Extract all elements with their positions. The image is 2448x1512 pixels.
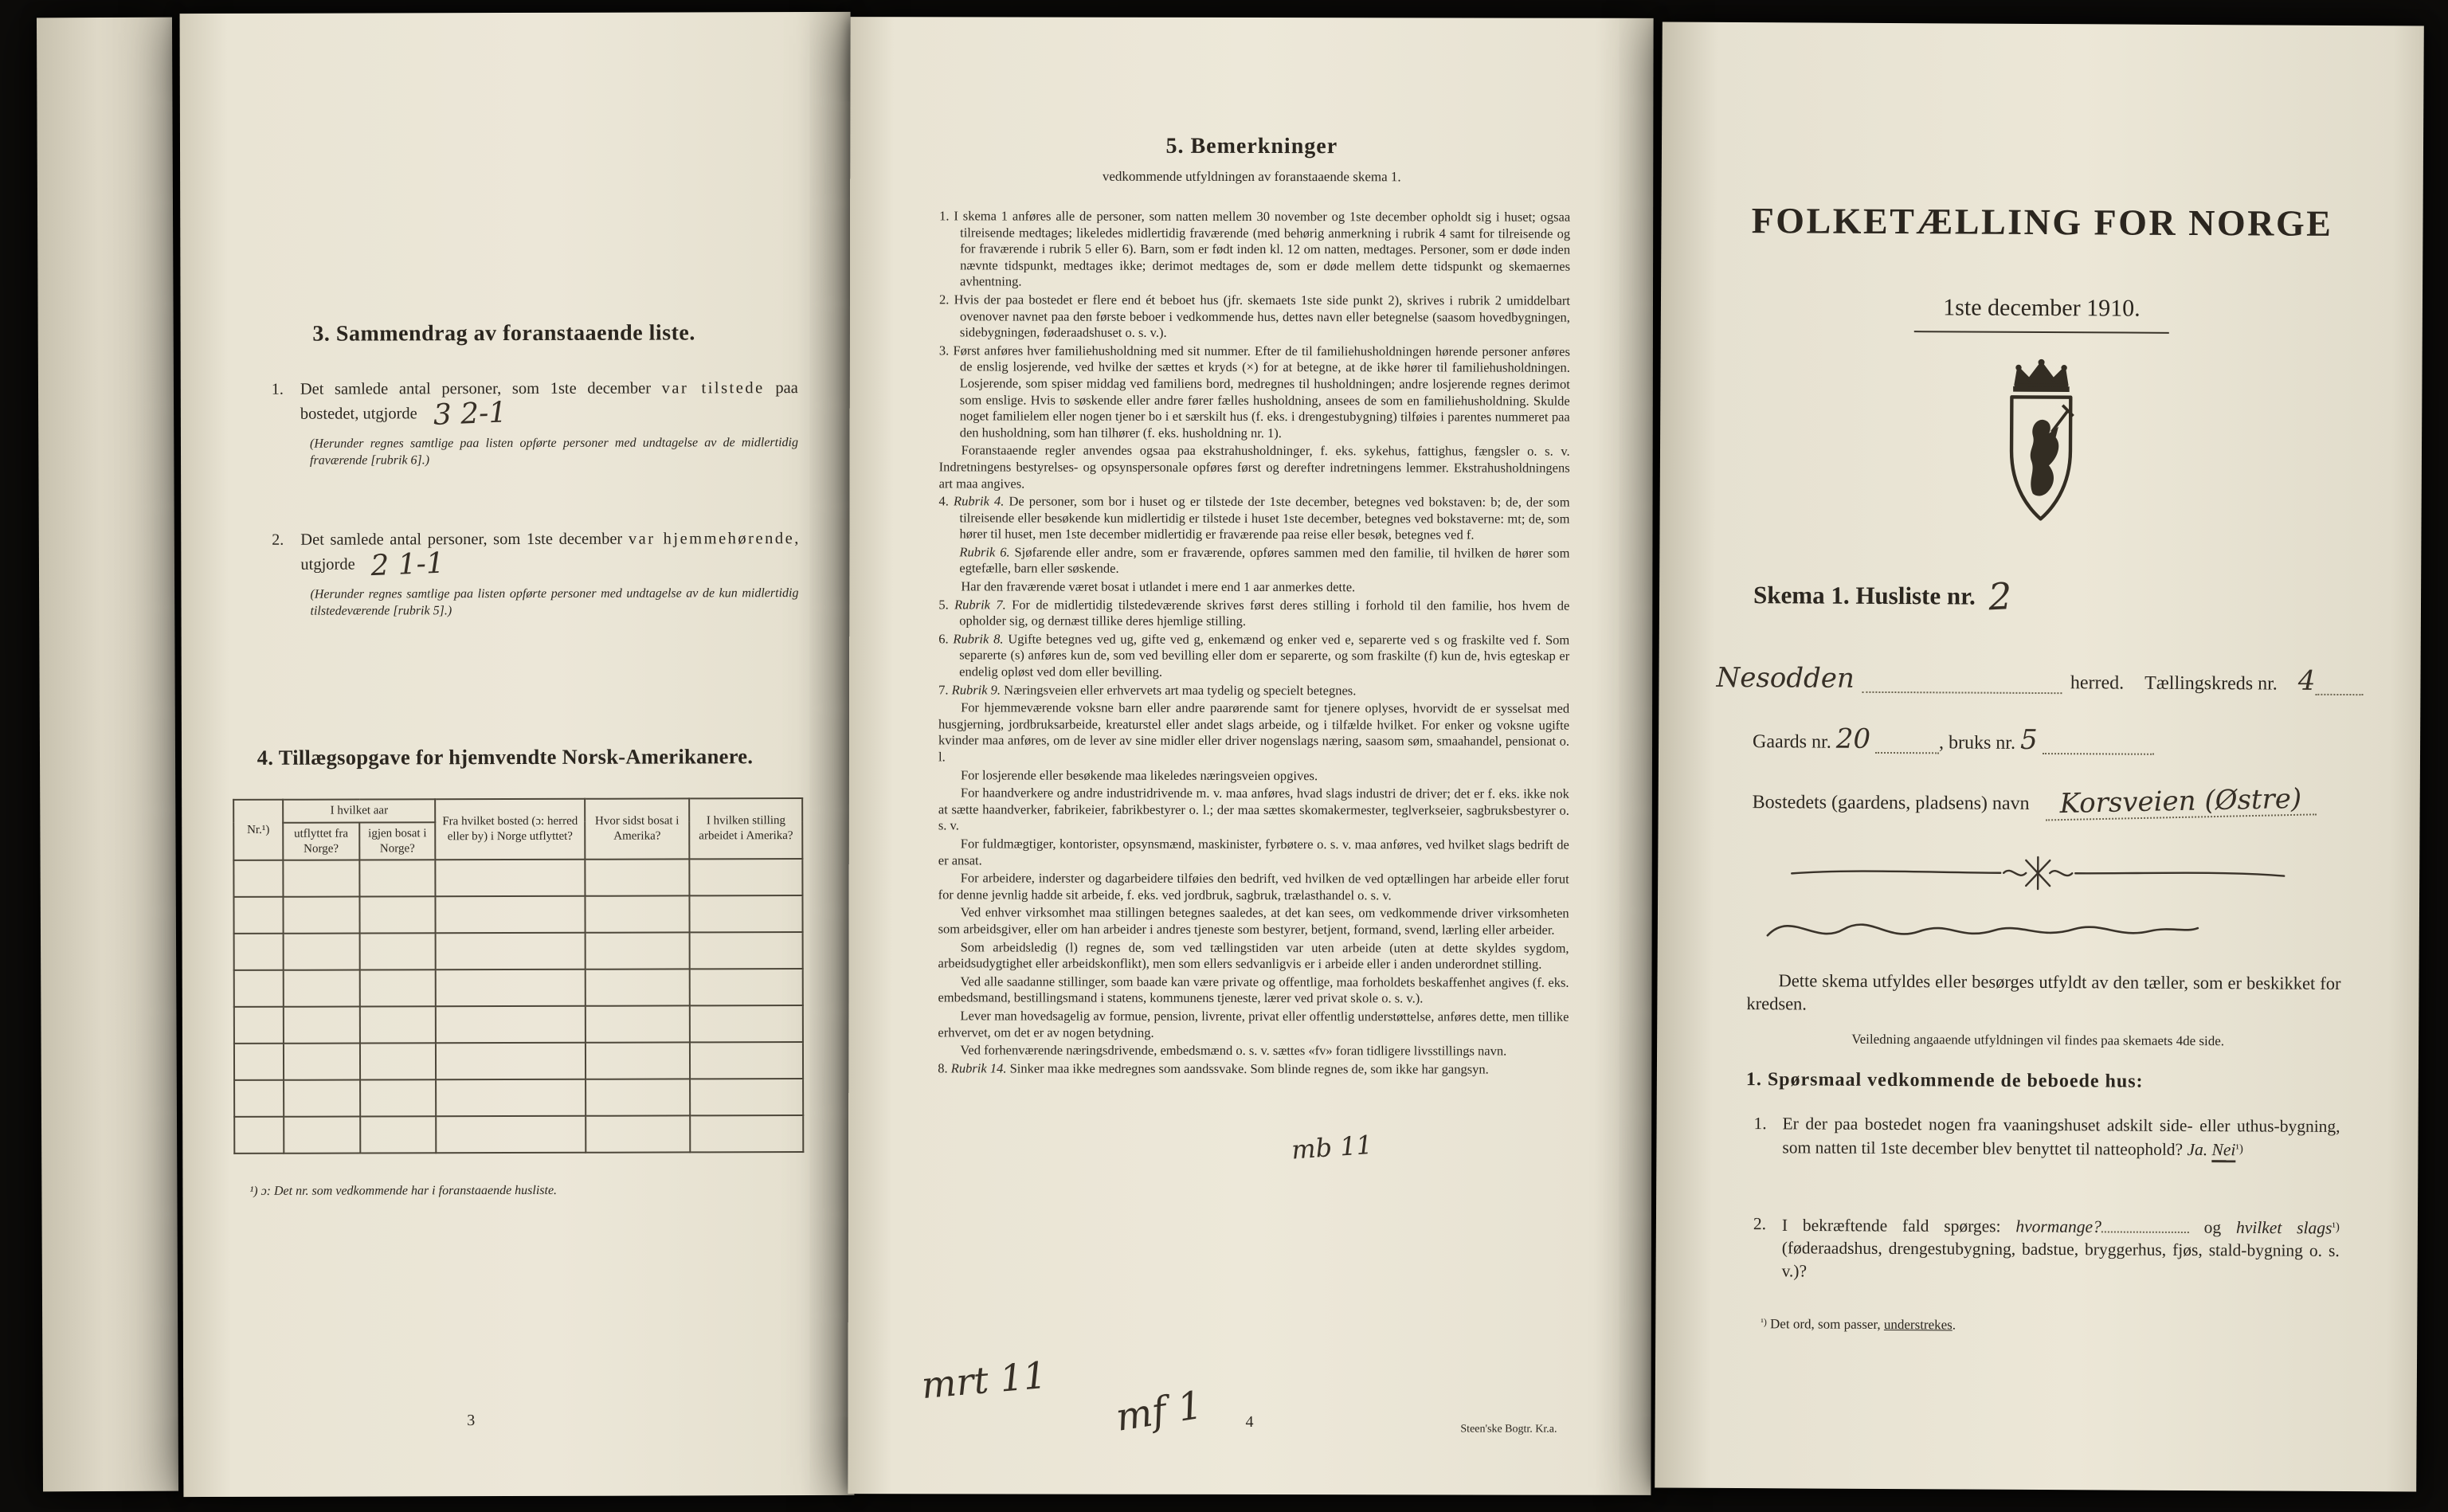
bemerkning-paragraph: For losjerende eller besøkende maa likeledes næringsveien opgives. (960, 766, 1318, 783)
pen-flourish (1787, 852, 2289, 891)
summary-item-1 (271, 378, 798, 469)
bemerkning-paragraph: 8. Rubrik 14. Sinker maa ikke medregnes som aandssvake. Som blinde regnes de, som ikke har gangsyn. (938, 1060, 1489, 1077)
empty-cell (284, 1007, 360, 1044)
question-text: I bekræftende fald spørges: (1781, 1215, 2016, 1236)
column-subheader-bosat: igjen bosat i Norge? (359, 822, 436, 860)
empty-cell (585, 860, 690, 896)
dotted-blank (1875, 734, 1939, 754)
table-row (234, 969, 803, 1007)
item-text-emphasis: var tilstede (661, 379, 765, 398)
empty-cell (359, 860, 436, 897)
column-header-amerika: Hvor sidst bosat i Amerika? (585, 798, 690, 860)
bemerkning-paragraph: Har den fraværende været bosat i utlandet i mere end 1 aar anmerkes dette. (961, 578, 1356, 595)
empty-cell (586, 1116, 691, 1153)
bemerkning-paragraph: Foranstaaende regler anvendes ogsaa paa ekstrahusholdninger, f. eks. sykehus, fattighus, fængsler o. s. v. Indretningens bestyrelses- og opsynspersonale opføres først og derefter indretningens lemmer. Ekstrahusholdningens art maa angives. (938, 442, 1570, 492)
printer-imprint: Steen'ske Bogtr. Kr.a. (1460, 1423, 1557, 1436)
empty-cell (436, 1043, 585, 1079)
title-page (1655, 22, 2424, 1492)
dotted-blank (2315, 676, 2363, 696)
dotted-blank (2101, 1214, 2189, 1232)
empty-cell (234, 934, 284, 970)
page-footnote (1761, 1316, 1956, 1333)
empty-cell (585, 933, 690, 969)
handwritten-scribble: mb 11 (1290, 1129, 1374, 1165)
bemerkning-paragraph: For fuldmægtiger, kontorister, opsynsmænd, maskinister, fyrbøtere o. s. v. maa anføres, ved hvilket slags bedrift de er ansat. (938, 836, 1569, 868)
empty-cell (690, 932, 803, 969)
table-row (234, 1079, 803, 1117)
column-header-nr: Nr.¹) (233, 800, 283, 860)
item-text (300, 528, 799, 583)
answer-ja: Ja. (2187, 1139, 2208, 1159)
empty-cell (436, 896, 585, 933)
table-row (233, 895, 802, 934)
question-text: Er der paa bostedet nogen fra vaaningshuset adskilt side- eller uthus-bygning, som natten til 1ste december blev benyttet til natteophold? (1782, 1114, 2340, 1159)
bemerkning-paragraph: For arbeidere, inderster og dagarbeidere tilføies den bedrift, ved hvilken de ved optællingen har arbeide eller forut for denne jevnlig hadde sit arbeide, f. eks. ved jordbruk, sagbruk, trælasthandel o. s. v. (938, 870, 1569, 903)
empty-cell (690, 859, 803, 895)
empty-cell (234, 1117, 284, 1154)
question-text: og (2188, 1217, 2237, 1237)
footnote-marker: ¹) (1761, 1316, 1767, 1328)
item-text-emphasis: var hjemmehørende (628, 530, 795, 548)
census-date-text: 1ste december 1910. (1914, 294, 2169, 334)
footnote-text: Det ord, som passer, (1766, 1316, 1884, 1332)
herred-line (1716, 661, 2363, 697)
empty-cell (360, 1007, 437, 1044)
remarks-subtitle: vedkommende utfyldningen av foranstaaende skema 1. (1102, 168, 1401, 185)
question-italic: hvilket slags (2235, 1217, 2332, 1238)
bemerkning-paragraph: Ved forhenværende næringsdrivende, embedsmænd o. s. v. sættes «fv» foran tidligere livsstillings navn. (960, 1042, 1507, 1059)
bemerkning-paragraph: Ved alle saadanne stillinger, som baade kan være private og offentlige, maa forholdets beskaffenhet angives (f. eks. embedsmand, bestillingsmand i statens, kommunens tjeneste, lærer ved privat skole o. s. v.). (938, 973, 1569, 1006)
handwritten-count: 3 2-1 (433, 396, 507, 432)
column-group-header: I hvilket aar (283, 799, 436, 822)
schema-husliste-line (1753, 574, 2011, 618)
handwritten-gaard-number: 20 (1835, 723, 1871, 755)
empty-cell (360, 1044, 437, 1080)
question-italic: hvormange? (2015, 1216, 2101, 1236)
footnote-underlined-word: understrekes (1883, 1316, 1953, 1333)
empty-cell (234, 970, 284, 1007)
questions-header-number: 1. (1745, 1069, 1762, 1091)
footnote-text: . (1952, 1317, 1956, 1333)
summary-page (180, 12, 855, 1497)
empty-cell (690, 1005, 803, 1042)
handwritten-count: 2 1-1 (370, 546, 445, 583)
question-number: 1. (1753, 1114, 1767, 1134)
empty-cell (283, 897, 359, 934)
census-title: FOLKETÆLLING FOR NORGE (1751, 200, 2333, 244)
handwritten-husliste-number: 2 (1987, 574, 2013, 619)
empty-cell (284, 1044, 360, 1080)
table-row (234, 932, 803, 970)
bemerkning-paragraph: 4. Rubrik 4. De personer, som bor i huset og er tilstede der 1ste december, betegnes ved bokstaven: b; de, der som tilreisende eller besøkende kun midlertidig er tilstede i huset 1ste december, betegnes ved bokstaverne: mt; de, som hører til huset, men 1ste december midlertidig er fraværende paa reise eller besøk, betegnes ved f. (938, 493, 1570, 543)
returned-americans-table (233, 797, 804, 1154)
empty-cell (284, 1117, 360, 1154)
bemerkning-paragraph: Ved enhver virksomhet maa stillingen betegnes saaledes, at det kan sees, om vedkommende driver virksomheten som arbeidsgiver, eller om han arbeider i andres tjeneste som bestyrer, betjent, formand, svend, lærling eller arbeider. (938, 904, 1569, 938)
answer-nei-underlined: Nei (2211, 1140, 2235, 1162)
handwritten-kreds-number: 4 (2297, 664, 2316, 697)
summary-item-2 (272, 528, 799, 620)
empty-cell (233, 860, 283, 897)
handwritten-bosted-name: Korsveien (Østre) (2045, 785, 2316, 821)
bemerkning-paragraph: For hjemmeværende voksne barn eller andre paarørende samt for tjenere oplyses, hvorvidt de er sysselsat med husgjerning, jordbruksarbeide, kreaturstel eller andet slags arbeide, og i tilfælde hvilket. For enker og voksne ugifte kvinder maa anføres, om de lever av sine midler eller driver nogenslags næring, saasom søm, smaahandel, pensionat o. l. (938, 699, 1570, 765)
column-header-bosted: Fra hvilket bosted (ɔ: herred eller by) i Norge utflyttet? (436, 799, 585, 860)
item-number: 1. (271, 380, 284, 398)
table-row (234, 1042, 803, 1080)
empty-cell (436, 969, 585, 1006)
empty-cell (234, 1080, 284, 1117)
question-number: 2. (1753, 1214, 1767, 1234)
column-subheader-utflyttet: utflyttet fra Norge? (283, 822, 359, 860)
remarks-page (848, 17, 1653, 1495)
empty-cell (234, 1044, 284, 1080)
bosted-label: Bostedets (gaardens, pladsens) navn (1752, 792, 2030, 814)
empty-cell (359, 897, 436, 934)
bemerkning-paragraph: 2. Hvis der paa bostedet er flere end ét beboet hus (jfr. skemaets 1ste side punkt 2), skrives i rubrik 2 umiddelbart ovenover navnet paa den første beboer i vedkommende hus, dettes navn eller betegnelse (saasom hovedbygningen, sidebygningen, føderaadshuset o. s. v.). (938, 292, 1571, 340)
guidance-note: Veiledning angaaende utfyldningen vil findes paa skemaets 4de side. (1851, 1031, 2225, 1049)
empty-cell (586, 1006, 691, 1043)
section4-title: 4. Tillægsopgave for hjemvendte Norsk-Amerikanere. (257, 744, 754, 770)
bemerkning-paragraph: Rubrik 6. Sjøfarende eller andre, som er fraværende, opføres sammen med den familie, til hvilken de hører som egtefælle, barn eller søskende. (959, 544, 1570, 577)
empty-cell (284, 970, 360, 1007)
herred-label: herred. (2070, 672, 2125, 694)
bosted-line (1752, 782, 2317, 821)
empty-cell (360, 1080, 437, 1117)
footnote-marker: ¹) (2332, 1220, 2340, 1234)
empty-cell (690, 1042, 803, 1079)
filler-instruction: Dette skema utfyldes eller besørges utfyldt av den tæller, som er beskikket for kredsen. (1746, 970, 2341, 1014)
empty-cell (283, 934, 359, 970)
questions-header-text: Spørsmaal vedkommende de beboede hus: (1767, 1069, 2144, 1092)
handwritten-herred-name: Nesodden (1716, 661, 1855, 695)
empty-cell (586, 1043, 691, 1079)
question-2 (1753, 1212, 2340, 1285)
empty-cell (359, 970, 436, 1007)
table-row (233, 859, 802, 897)
empty-cell (586, 1079, 691, 1116)
handwritten-scribble: mrt 11 (919, 1353, 1048, 1408)
table-footnote: ¹) ɔ: Det nr. som vedkommende har i foranstaaende husliste. (249, 1183, 558, 1198)
bemerkning-paragraph: 1. I skema 1 anføres alle de personer, som natten mellem 30 november og 1ste december opholdt sig i huset; ogsaa tilreisende medtages; likeledes midlertidig fraværende (med behørig anmerkning i rubrik 4 samt for tilreisende og for fraværende i rubrik 5 eller 6). Barn, som er født inden kl. 12 om natten, medtages. Personer, som er døde inden nævnte tidspunkt, medtages ikke; derimot medtages de, som er døde mellem dette tidspunkt og skemaernes avhentning. (939, 208, 1571, 289)
empty-cell (437, 1116, 586, 1153)
bemerkning-paragraph: Lever man hovedsagelig av formue, pension, livrente, privat eller offentlig understøttelse, anføres dette, men tillike erhvervet, om det er av nogen betydning. (938, 1008, 1569, 1040)
empty-cell (283, 860, 359, 897)
table-row (234, 1115, 803, 1154)
bemerkning-paragraph: 5. Rubrik 7. For de midlertidig tilstedeværende skrives først deres stilling i forhold til den familie, hos hvem de opholder sig, og dernæst tillike deres hjemlige stilling. (938, 596, 1570, 629)
amerika-table-body (233, 859, 803, 1154)
handwritten-bruk-number: 5 (2019, 723, 2038, 756)
dotted-blank (1862, 673, 2062, 695)
bemerkning-paragraph: 7. Rubrik 9. Næringsveien eller erhvervets art maa tydelig og specielt betegnes. (938, 681, 1357, 698)
gaard-label: Gaards nr. (1753, 731, 1831, 753)
empty-cell (233, 897, 283, 934)
empty-cell (585, 896, 690, 933)
tellingskreds-label: Tællingskreds nr. (2144, 672, 2278, 695)
footnote-marker: ¹) (2235, 1142, 2244, 1155)
handwritten-scribble: mf 1 (1112, 1382, 1206, 1440)
schema-label: Skema 1. Husliste nr. (1753, 581, 1976, 610)
empty-cell (234, 1007, 284, 1044)
bemerkning-paragraph: 6. Rubrik 8. Ugifte betegnes ved ug, gifte ved g, enkemænd og enker ved e, separerte ved s og fraskilte ved f. Som separerte (s) anføres kun de, som ved bevilling eller dom er separerte, og som fraskilte (f) kun de, hvis egteskap er endelig opløst ved dom eller bevilling. (938, 631, 1570, 680)
empty-cell (436, 860, 585, 896)
empty-cell (690, 1079, 803, 1115)
item-text-part: Det samlede antal personer, som 1ste december (300, 530, 629, 549)
empty-cell (436, 933, 585, 969)
empty-cell (585, 969, 690, 1006)
item-text-part: Det samlede antal personer, som 1ste december (300, 379, 662, 398)
bemerkning-paragraph: Som arbeidsledig (l) regnes de, som ved tællingstiden var uten arbeide (uten at dette skyldes sygdom, arbeidsudygtighet eller arbeidskonflikt), men som ellers sedvanligvis er i arbeide eller i anden underordnet stilling. (938, 938, 1569, 972)
empty-cell (690, 895, 803, 932)
column-header-stilling: I hvilken stilling arbeidet i Amerika? (690, 798, 803, 860)
handwritten-scrawl (1760, 894, 2206, 960)
item-text-part: paa bostedet, utgjorde (300, 379, 798, 423)
remarks-title: 5. Bemerkninger (1165, 133, 1338, 159)
page-number-4: 4 (1245, 1412, 1254, 1432)
table-row (234, 1005, 803, 1044)
bemerkning-paragraph: 3. Først anføres hver familiehusholdning med sit nummer. Efter de til familiehusholdningen hørende personer anføres de enslig losjerende, ved hvilke der sættes et kryds (×) for at betegne, at de ikke hører til familiehusholdningen. Losjerende, som spiser middag ved familiens bord, medregnes til husholdningen; andre losjerende regnes derimot som enslige. Hvis to søskende eller andre fører fælles husholdning, ansees de som en familiehusholdning. Skulde noget familielem eller nogen tjener bo i et særskilt hus (f. eks. i drengestubygning) tilføies i parentes nummeret paa den husholdning, som han tilhører (f. eks. husholdning nr. 1). (938, 343, 1570, 441)
empty-cell (359, 934, 436, 970)
bemerkninger-list (938, 208, 1570, 1079)
questions-header (1746, 1069, 2144, 1093)
empty-cell (691, 1115, 804, 1152)
bruk-label: , bruks nr. (1938, 732, 2016, 754)
empty-cell (360, 1117, 437, 1154)
question-text: (føderaadshus, drengestubygning, badstue, bryggerhus, fjøs, stald-bygning o. s. v.)? (1781, 1238, 2340, 1281)
census-date (1661, 293, 2423, 335)
item-text (300, 378, 798, 432)
item-text-part: , utgjorde (300, 530, 799, 574)
bemerkning-paragraph: For haandverkere og andre industridrivende m. v. maa anføres, hvad slags industri de driver; det er f. eks. ikke nok at sætte haandverker, fabrikeier, fabrikbestyrer o. l.; der maa sættes skomakermester, teglverkseier, sagbruksbestyrer o. s. v. (938, 785, 1569, 833)
empty-cell (436, 1006, 585, 1043)
item-note: (Herunder regnes samtlige paa listen opførte personer med undtagelse av de kun midlertidig tilstedeværende [rubrik 5].) (310, 586, 799, 618)
gaard-bruk-line (1753, 725, 2154, 755)
empty-cell (284, 1080, 360, 1117)
coat-of-arms-icon (1973, 357, 2108, 535)
section3-title: 3. Sammendrag av foranstaaende liste. (312, 320, 695, 347)
empty-cell (437, 1079, 586, 1116)
item-note: (Herunder regnes samtlige paa listen opførte personer med undtagelse av de midlertidig fraværende [rubrik 6].) (309, 436, 798, 468)
left-page-edge (37, 18, 178, 1492)
dotted-blank (2043, 734, 2154, 755)
page-number-3: 3 (467, 1412, 476, 1430)
item-number: 2. (272, 531, 284, 549)
question-1 (1753, 1112, 2340, 1161)
empty-cell (690, 969, 803, 1005)
